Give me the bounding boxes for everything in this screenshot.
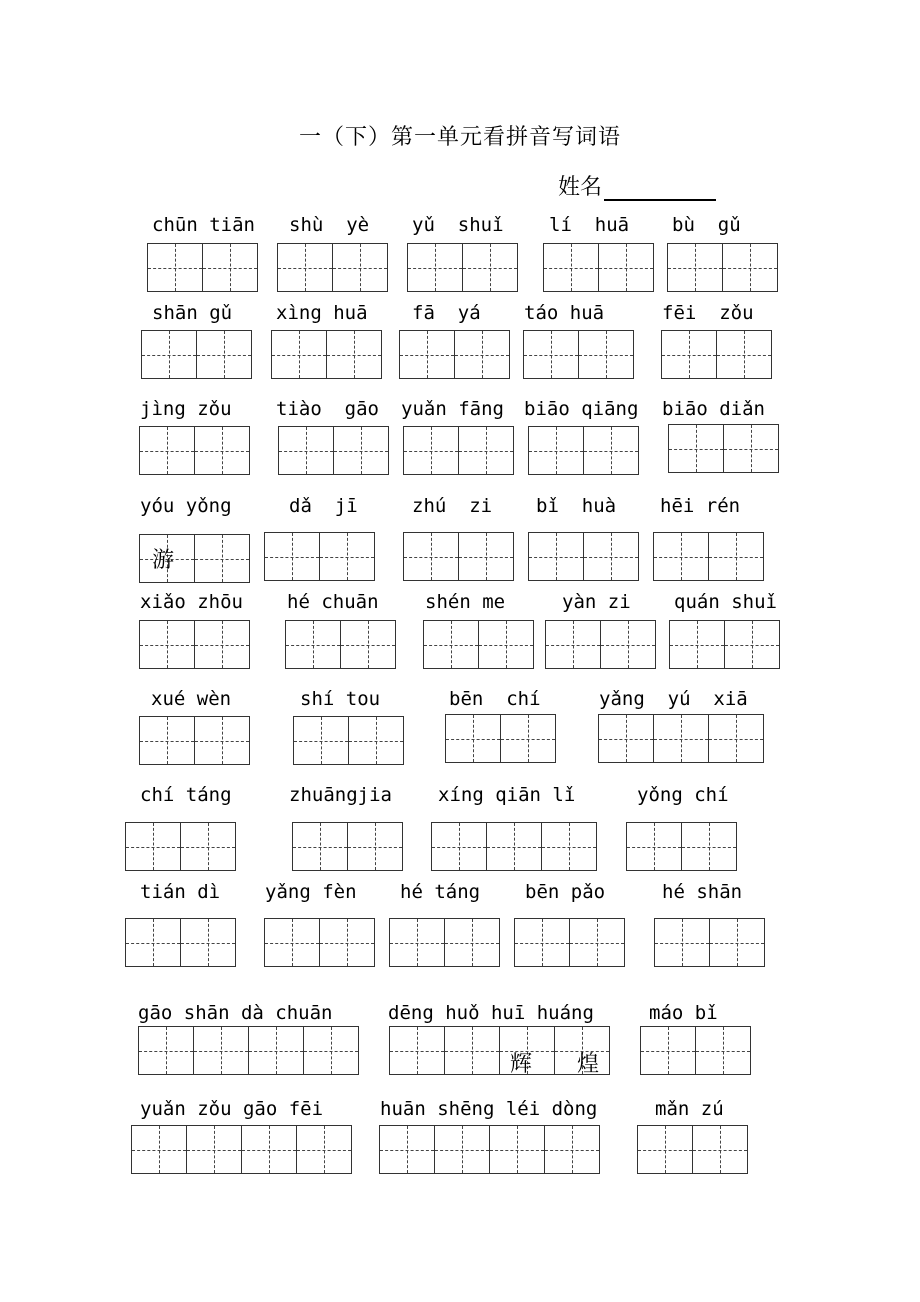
tianzige-cell[interactable] (341, 621, 396, 668)
writing-grid (399, 330, 510, 379)
tianzige-cell[interactable] (638, 1126, 693, 1173)
tianzige-cell[interactable] (723, 244, 778, 291)
tianzige-cell[interactable] (140, 535, 195, 582)
tianzige-cell[interactable] (670, 621, 725, 668)
tianzige-cell[interactable] (194, 1027, 249, 1074)
writing-grid (292, 822, 403, 871)
writing-grid (131, 1125, 352, 1174)
pinyin-label: lí huā (549, 214, 630, 236)
tianzige-cell[interactable] (709, 533, 764, 580)
tianzige-cell[interactable] (455, 331, 510, 378)
tianzige-cell[interactable] (682, 823, 737, 870)
tianzige-cell[interactable] (126, 823, 181, 870)
tianzige-cell[interactable] (349, 717, 404, 764)
tianzige-cell[interactable] (459, 533, 514, 580)
tianzige-cell[interactable] (501, 715, 556, 762)
pinyin-label: chūn tiān (152, 214, 255, 236)
filled-character: 辉 (510, 1052, 533, 1077)
pinyin-label: gāo shān dà chuān (138, 1002, 333, 1024)
tianzige-cell[interactable] (584, 427, 639, 474)
tianzige-cell[interactable] (500, 1027, 555, 1077)
tianzige-cell[interactable] (669, 425, 724, 472)
tianzige-cell[interactable] (710, 919, 765, 966)
writing-grid (271, 330, 382, 379)
writing-grid (407, 243, 518, 292)
name-field (558, 170, 716, 201)
pinyin-label: yóu yǒng (140, 495, 232, 517)
pinyin-label: hé shān (662, 881, 743, 903)
writing-grid (139, 426, 250, 475)
tianzige-cell[interactable] (570, 919, 625, 966)
tianzige-cell[interactable] (197, 331, 252, 378)
tianzige-cell[interactable] (696, 1027, 751, 1074)
pinyin-label: hé táng (400, 881, 481, 903)
tianzige-cell[interactable] (490, 1126, 545, 1173)
tianzige-cell[interactable] (724, 425, 779, 472)
pinyin-label: máo bǐ (649, 1002, 718, 1024)
pinyin-label: dǎ jī (289, 495, 358, 517)
tianzige-cell[interactable] (515, 919, 570, 966)
tianzige-cell[interactable] (546, 621, 601, 668)
writing-grid (278, 426, 389, 475)
filled-character: 游 (152, 548, 175, 573)
writing-grid (147, 243, 258, 292)
writing-grid (379, 1125, 600, 1174)
filled-character: 煌 (577, 1052, 600, 1077)
pinyin-label: zhuāngjia (289, 784, 392, 806)
tianzige-cell[interactable] (294, 717, 349, 764)
writing-grid (139, 534, 250, 583)
tianzige-cell[interactable] (709, 715, 764, 762)
tianzige-cell[interactable] (408, 244, 463, 291)
tianzige-cell[interactable] (432, 823, 487, 870)
tianzige-cell[interactable] (293, 823, 348, 870)
writing-grid (403, 426, 514, 475)
tianzige-cell[interactable] (242, 1126, 297, 1173)
tianzige-cell[interactable] (181, 919, 236, 966)
tianzige-cell[interactable] (195, 621, 250, 668)
tianzige-cell[interactable] (445, 1027, 500, 1074)
tianzige-cell[interactable] (195, 427, 250, 474)
tianzige-cell[interactable] (479, 621, 534, 668)
writing-grid (667, 243, 778, 292)
tianzige-cell[interactable] (126, 919, 181, 966)
writing-grid (637, 1125, 748, 1174)
tianzige-cell[interactable] (544, 244, 599, 291)
tianzige-cell[interactable] (599, 715, 654, 762)
pinyin-label: hé chuān (287, 591, 379, 613)
pinyin-label: biāo diǎn (662, 398, 765, 420)
pinyin-label: xué wèn (151, 688, 232, 710)
tianzige-cell[interactable] (446, 715, 501, 762)
writing-grid (264, 918, 375, 967)
writing-grid (125, 918, 236, 967)
tianzige-cell[interactable] (542, 823, 597, 870)
pinyin-label: bēn chí (449, 688, 541, 710)
tianzige-cell[interactable] (187, 1126, 242, 1173)
tianzige-cell[interactable] (195, 717, 250, 764)
writing-grid (668, 424, 779, 473)
tianzige-cell[interactable] (333, 244, 388, 291)
tianzige-cell[interactable] (249, 1027, 304, 1074)
pinyin-label: shù yè (289, 214, 370, 236)
tianzige-cell[interactable] (272, 331, 327, 378)
pinyin-label: mǎn zú (655, 1098, 724, 1120)
tianzige-cell[interactable] (655, 919, 710, 966)
tianzige-cell[interactable] (265, 533, 320, 580)
tianzige-cell[interactable] (601, 621, 656, 668)
writing-grid (139, 716, 250, 765)
page-title: 一（下）第一单元看拼音写词语 (298, 125, 621, 150)
tianzige-cell[interactable] (140, 621, 195, 668)
tianzige-cell[interactable] (320, 919, 375, 966)
writing-grid (389, 918, 500, 967)
pinyin-label: táo huā (524, 302, 605, 324)
writing-grid (285, 620, 396, 669)
tianzige-cell[interactable] (297, 1126, 352, 1173)
tianzige-cell[interactable] (390, 1027, 445, 1074)
pinyin-label: quán shuǐ (674, 591, 777, 613)
tianzige-cell[interactable] (555, 1027, 610, 1077)
pinyin-label: yǒng chí (637, 784, 729, 806)
writing-grid (141, 330, 252, 379)
name-blank-line[interactable] (604, 177, 716, 201)
tianzige-cell[interactable] (641, 1027, 696, 1074)
tianzige-cell[interactable] (545, 1126, 600, 1173)
tianzige-cell[interactable] (140, 717, 195, 764)
tianzige-cell[interactable] (348, 823, 403, 870)
tianzige-cell[interactable] (584, 533, 639, 580)
tianzige-cell[interactable] (320, 533, 375, 580)
tianzige-cell[interactable] (279, 427, 334, 474)
tianzige-cell[interactable] (463, 244, 518, 291)
tianzige-cell[interactable] (404, 427, 459, 474)
writing-grid (543, 243, 654, 292)
tianzige-cell[interactable] (334, 427, 389, 474)
writing-grid (139, 620, 250, 669)
pinyin-label: yàn zi (562, 591, 631, 613)
tianzige-cell[interactable] (265, 919, 320, 966)
tianzige-cell[interactable] (148, 244, 203, 291)
pinyin-label: yǔ shuǐ (412, 214, 504, 236)
tianzige-cell[interactable] (654, 715, 709, 762)
tianzige-cell[interactable] (668, 244, 723, 291)
tianzige-cell[interactable] (725, 621, 780, 668)
writing-grid (423, 620, 534, 669)
tianzige-cell[interactable] (693, 1126, 748, 1173)
writing-grid (523, 330, 634, 379)
tianzige-cell[interactable] (142, 331, 197, 378)
pinyin-label: huān shēng léi dòng (380, 1098, 598, 1120)
writing-grid (545, 620, 656, 669)
name-label: 姓名 (558, 175, 603, 200)
tianzige-cell[interactable] (404, 533, 459, 580)
pinyin-label: biāo qiāng (524, 398, 639, 420)
pinyin-label: yǎng yú xiā (599, 688, 748, 710)
tianzige-cell[interactable] (139, 1027, 194, 1074)
pinyin-label: yuǎn zǒu gāo fēi (140, 1098, 324, 1120)
tianzige-cell[interactable] (717, 331, 772, 378)
pinyin-label: tián dì (140, 881, 221, 903)
pinyin-label: xiǎo zhōu (140, 591, 243, 613)
pinyin-label: dēng huǒ huī huáng (388, 1002, 594, 1024)
tianzige-cell[interactable] (459, 427, 514, 474)
writing-grid (626, 822, 737, 871)
pinyin-label: shí tou (300, 688, 381, 710)
writing-grid (389, 1026, 610, 1075)
tianzige-cell[interactable] (380, 1126, 435, 1173)
tianzige-cell[interactable] (529, 533, 584, 580)
writing-grid (445, 714, 556, 763)
pinyin-label: xíng qiān lǐ (438, 784, 576, 806)
pinyin-label: tiào gāo (276, 398, 379, 420)
pinyin-label: zhú zi (412, 495, 493, 517)
pinyin-label: bù gǔ (672, 214, 741, 236)
tianzige-cell[interactable] (579, 331, 634, 378)
pinyin-label: fēi zǒu (662, 302, 754, 324)
writing-grid (514, 918, 625, 967)
pinyin-label: shén me (425, 591, 506, 613)
pinyin-label: chí táng (140, 784, 232, 806)
tianzige-cell[interactable] (424, 621, 479, 668)
writing-grid (277, 243, 388, 292)
tianzige-cell[interactable] (445, 919, 500, 966)
tianzige-cell[interactable] (327, 331, 382, 378)
tianzige-cell[interactable] (654, 533, 709, 580)
tianzige-cell[interactable] (304, 1027, 359, 1074)
tianzige-cell[interactable] (487, 823, 542, 870)
pinyin-label: hēi rén (660, 495, 741, 517)
writing-grid (138, 1026, 359, 1075)
tianzige-cell[interactable] (662, 331, 717, 378)
writing-grid (661, 330, 772, 379)
tianzige-cell[interactable] (203, 244, 258, 291)
pinyin-label: fā yá (412, 302, 481, 324)
tianzige-cell[interactable] (181, 823, 236, 870)
tianzige-cell[interactable] (599, 244, 654, 291)
writing-grid (403, 532, 514, 581)
tianzige-cell[interactable] (400, 331, 455, 378)
tianzige-cell[interactable] (529, 427, 584, 474)
tianzige-cell[interactable] (132, 1126, 187, 1173)
pinyin-label: yuǎn fāng (401, 398, 504, 420)
pinyin-label: xìng huā (276, 302, 368, 324)
writing-grid (528, 532, 639, 581)
pinyin-label: bǐ huà (536, 495, 617, 517)
writing-grid (598, 714, 764, 763)
writing-grid (431, 822, 597, 871)
writing-grid (669, 620, 780, 669)
pinyin-label: shān gǔ (152, 302, 233, 324)
pinyin-label: jìng zǒu (140, 398, 232, 420)
writing-grid (653, 532, 764, 581)
tianzige-cell[interactable] (278, 244, 333, 291)
tianzige-cell[interactable] (524, 331, 579, 378)
writing-grid (125, 822, 236, 871)
pinyin-label: yǎng fèn (265, 881, 357, 903)
tianzige-cell[interactable] (195, 535, 250, 582)
tianzige-cell[interactable] (286, 621, 341, 668)
writing-grid (293, 716, 404, 765)
writing-grid (640, 1026, 751, 1075)
tianzige-cell[interactable] (390, 919, 445, 966)
tianzige-cell[interactable] (140, 427, 195, 474)
tianzige-cell[interactable] (627, 823, 682, 870)
pinyin-label: bēn pǎo (525, 881, 606, 903)
writing-grid (528, 426, 639, 475)
writing-grid (264, 532, 375, 581)
writing-grid (654, 918, 765, 967)
tianzige-cell[interactable] (435, 1126, 490, 1173)
